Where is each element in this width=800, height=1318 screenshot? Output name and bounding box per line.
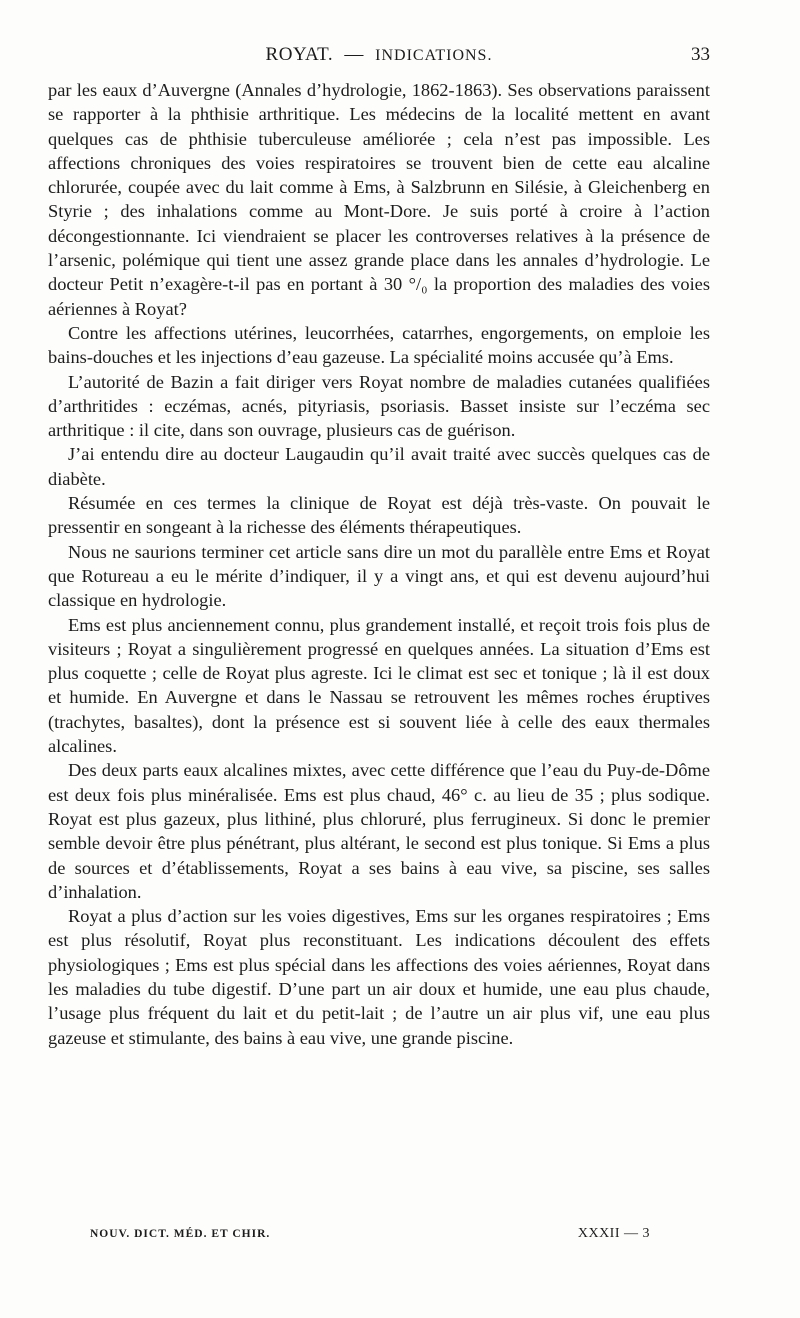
running-header xyxy=(48,44,710,74)
running-title xyxy=(48,44,710,66)
paragraph: Contre les affections utérines, leucorrhées, catarrhes, engorgements, on emploie les bains-douches et les injections d’eau gazeuse. La spécialité moins accusée qu’à Ems. xyxy=(48,322,710,368)
paragraph: Royat a plus d’action sur les voies digestives, Ems sur les organes respiratoires ; Ems est plus résolutif, Royat plus reconstituant. Les indications découlent des effets physiologiques ; Ems est plus spécial dans les affections des voies aériennes, Royat dans les maladies du tube digestif. D’une part un air doux et humide, une eau plus chaude, l’usage plus fréquent du lait et du petit-lait ; de l’autre un air plus vif, une eau plus gazeuse et stimulante, des bains à eau vive, une grande piscine. xyxy=(48,906,710,1048)
paragraph: J’ai entendu dire au docteur Laugaudin qu’il avait traité avec succès quelques cas de diabète. xyxy=(48,444,710,489)
body-text xyxy=(48,78,710,1050)
paragraph: Des deux parts eaux alcalines mixtes, avec cette différence que l’eau du Puy-de-Dôme est deux fois plus minéralisée. Ems est plus chaud, 46° c. au lieu de 35 ; plus sodique. Royat est plus gazeux, plus lithiné, plus chloruré, plus ferrugineux. Si donc le premier semble devoir être plus pénétrant, plus altérant, le second est plus tonique. Si Ems a plus de sources et d’établissements, Royat a ses bains à eau vive, sa piscine, ses salles d’inhalation. xyxy=(48,760,710,902)
footer-volume: XXXII — 3 xyxy=(577,1226,650,1241)
header-subtitle: INDICATIONS. xyxy=(375,47,493,64)
paragraph: Résumée en ces termes la clinique de Royat est déjà très-vaste. On pouvait le pressentir en songeant à la richesse des éléments thérapeutiques. xyxy=(48,493,710,538)
page-footer xyxy=(90,1226,650,1246)
header-dash: — xyxy=(344,44,364,65)
footer-publication: NOUV. DICT. MÉD. ET CHIR. xyxy=(90,1228,271,1240)
paragraph: L’autorité de Bazin a fait diriger vers Royat nombre de maladies cutanées qualifiées d’arthritides : eczémas, acnés, pityriasis, psoriasis. Basset insiste sur l’eczéma sec arthritique : il cite, dans son ouvrage, plusieurs cas de guérison. xyxy=(48,371,710,441)
header-title: ROYAT. xyxy=(265,44,334,65)
paragraph: Nous ne saurions terminer cet article sans dire un mot du parallèle entre Ems et Royat que Rotureau a eu le mérite d’indiquer, il y a vingt ans, et qui est devenu aujourd’hui classique en hydrologie. xyxy=(48,541,710,611)
paragraph: par les eaux d’Auvergne (Annales d’hydrologie, 1862-1863). Ses observations paraissent se rapporter à la phthisie arthritique. Les médecins de la localité mettent en avant quelques cas de phthisie tuberculeuse améliorée ; cela n’est pas impossible. Les affections chroniques des voies respiratoires se trouvent bien de cette eau alcaline chlorurée, coupée avec du lait comme à Ems, à Salzbrunn en Silésie, à Gleichenberg en Styrie ; des inhalations comme au Mont-Dore. Je suis porté à croire à l’action décongestionnante. Ici viendraient se placer les controverses relatives à la présence de l’arsenic, polémique qui tient une assez grande place dans les annales d’hydrologie. Le docteur Petit n’exagère-t-il pas en portant à 30 °/₀ la proportion des maladies des voies aériennes à Royat? xyxy=(48,80,710,319)
page-number: 33 xyxy=(691,44,710,65)
paragraph: Ems est plus anciennement connu, plus grandement installé, et reçoit trois fois plus de visiteurs ; Royat a singulièrement progressé en quelques années. La situation d’Ems est plus coquette ; celle de Royat plus agreste. Ici le climat est sec et tonique ; là il est doux et humide. En Auvergne et dans le Nassau se retrouvent les mêmes roches éruptives (trachytes, basaltes), dont la présence est si souvent liée à celle des eaux thermales alcalines. xyxy=(48,614,710,757)
